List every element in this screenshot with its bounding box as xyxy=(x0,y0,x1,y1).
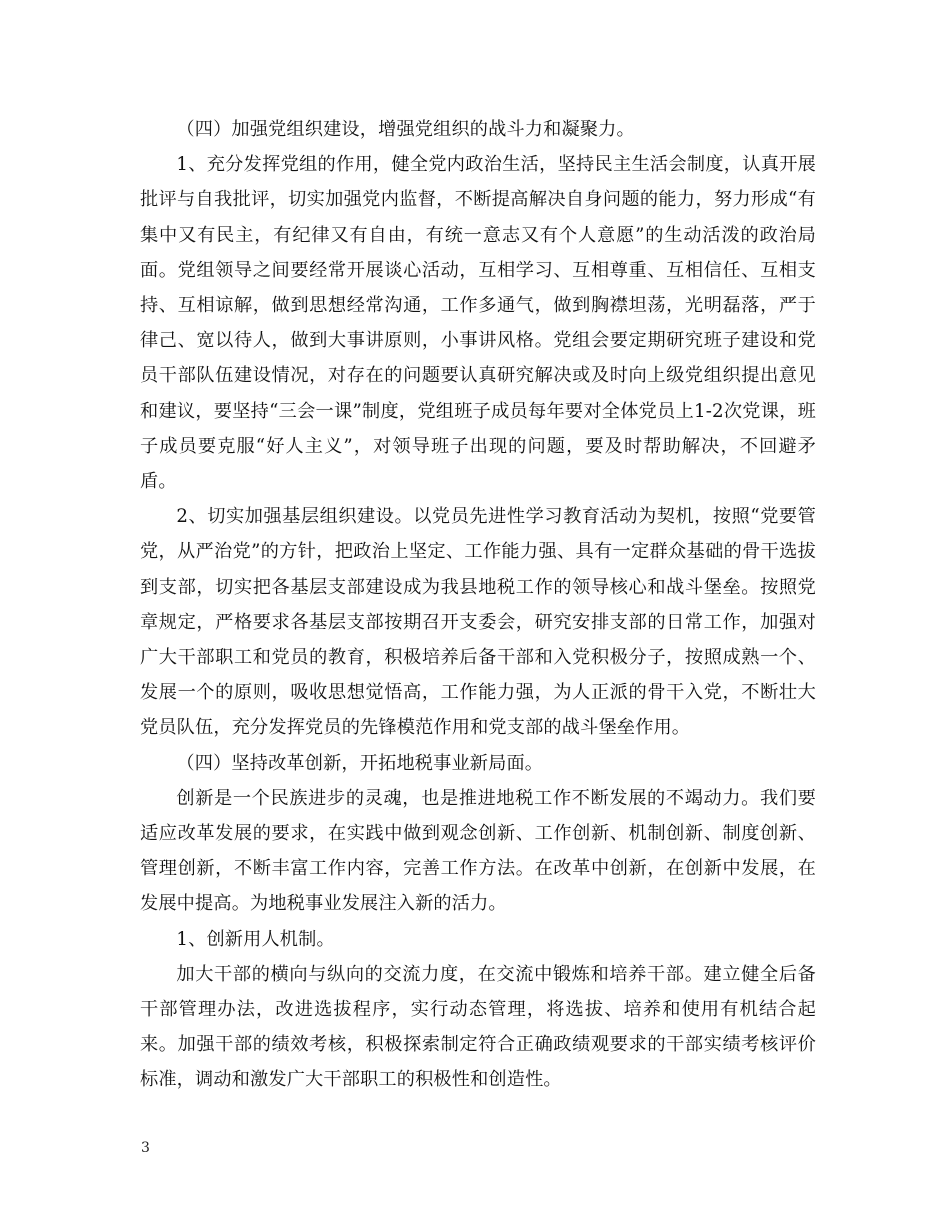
subheading-personnel-mechanism: 1、创新用人机制。 xyxy=(176,928,335,950)
section-heading-party-building: （四）加强党组织建设，增强党组织的战斗力和凝聚力。 xyxy=(176,119,635,140)
paragraph-grassroots-organization: 2、切实加强基层组织建设。以党员先进性学习教育活动为契机，按照“党要管党，从严治党”的方针，把政治上坚定、工作能力强、具有一定群众基础的骨干选拔到支部，切实把各基层支部建设成为我县地税工作的领导核心和战斗堡垒。按照党章规定，严格要求各基层支部按期召开支委会，研究安排支部的日常工作，加强对广大干部职工和党员的教育，积极培养后备干部和入党积极分子，按照成熟一个、发展一个的原则，吸收思想觉悟高，工作能力强，为人正派的骨干入党，不断壮大党员队伍，充分发挥党员的先锋模范作用和党支部的战斗堡垒作用。 xyxy=(140,506,816,739)
paragraph-innovation-intro: 创新是一个民族进步的灵魂，也是推进地税工作不断发展的不竭动力。我们要适应改革发展的要求，在实践中做到观念创新、工作创新、机制创新、制度创新、管理创新，不断丰富工作内容，完善工作方法。在改革中创新，在创新中发展，在发展中提高。为地税事业发展注入新的活力。 xyxy=(140,787,816,915)
section-heading-reform-innovation: （四）坚持改革创新，开拓地税事业新局面。 xyxy=(176,752,544,774)
paragraph-party-group-role: 1、充分发挥党组的作用，健全党内政治生活，坚持民主生活会制度，认真开展批评与自我批评，切实加强党内监督，不断提高解决自身问题的能力，努力形成“有集中又有民主，有纪律又有自由，有统一意志又有个人意愿”的生动活泼的政治局面。党组领导之间要经常开展谈心活动，互相学习、互相尊重、互相信任、互相支持、互相谅解，做到思想经常沟通，工作多通气，做到胸襟坦荡，光明磊落，严于律己、宽以待人，做到大事讲原则，小事讲风格。党组会要定期研究班子建设和党员干部队伍建设情况，对存在的问题要认真研究解决或及时向上级党组织提出意见和建议，要坚持“三会一课”制度，党组班子成员每年要对全体党员上1-2次党课，班子成员要克服“好人主义”，对领导班子出现的问题，要及时帮助解决，不回避矛盾。 xyxy=(140,154,816,493)
paragraph-cadre-exchange: 加大干部的横向与纵向的交流力度，在交流中锻炼和培养干部。建立健全后备干部管理办法，改进选拔程序，实行动态管理，将选拔、培养和使用有机结合起来。加强干部的绩效考核，积极探索制定符合正确政绩观要求的干部实绩考核评价标准，调动和激发广大干部职工的积极性和创造性。 xyxy=(140,963,816,1091)
page-number: 3 xyxy=(141,1140,150,1156)
document-body xyxy=(140,112,816,1098)
